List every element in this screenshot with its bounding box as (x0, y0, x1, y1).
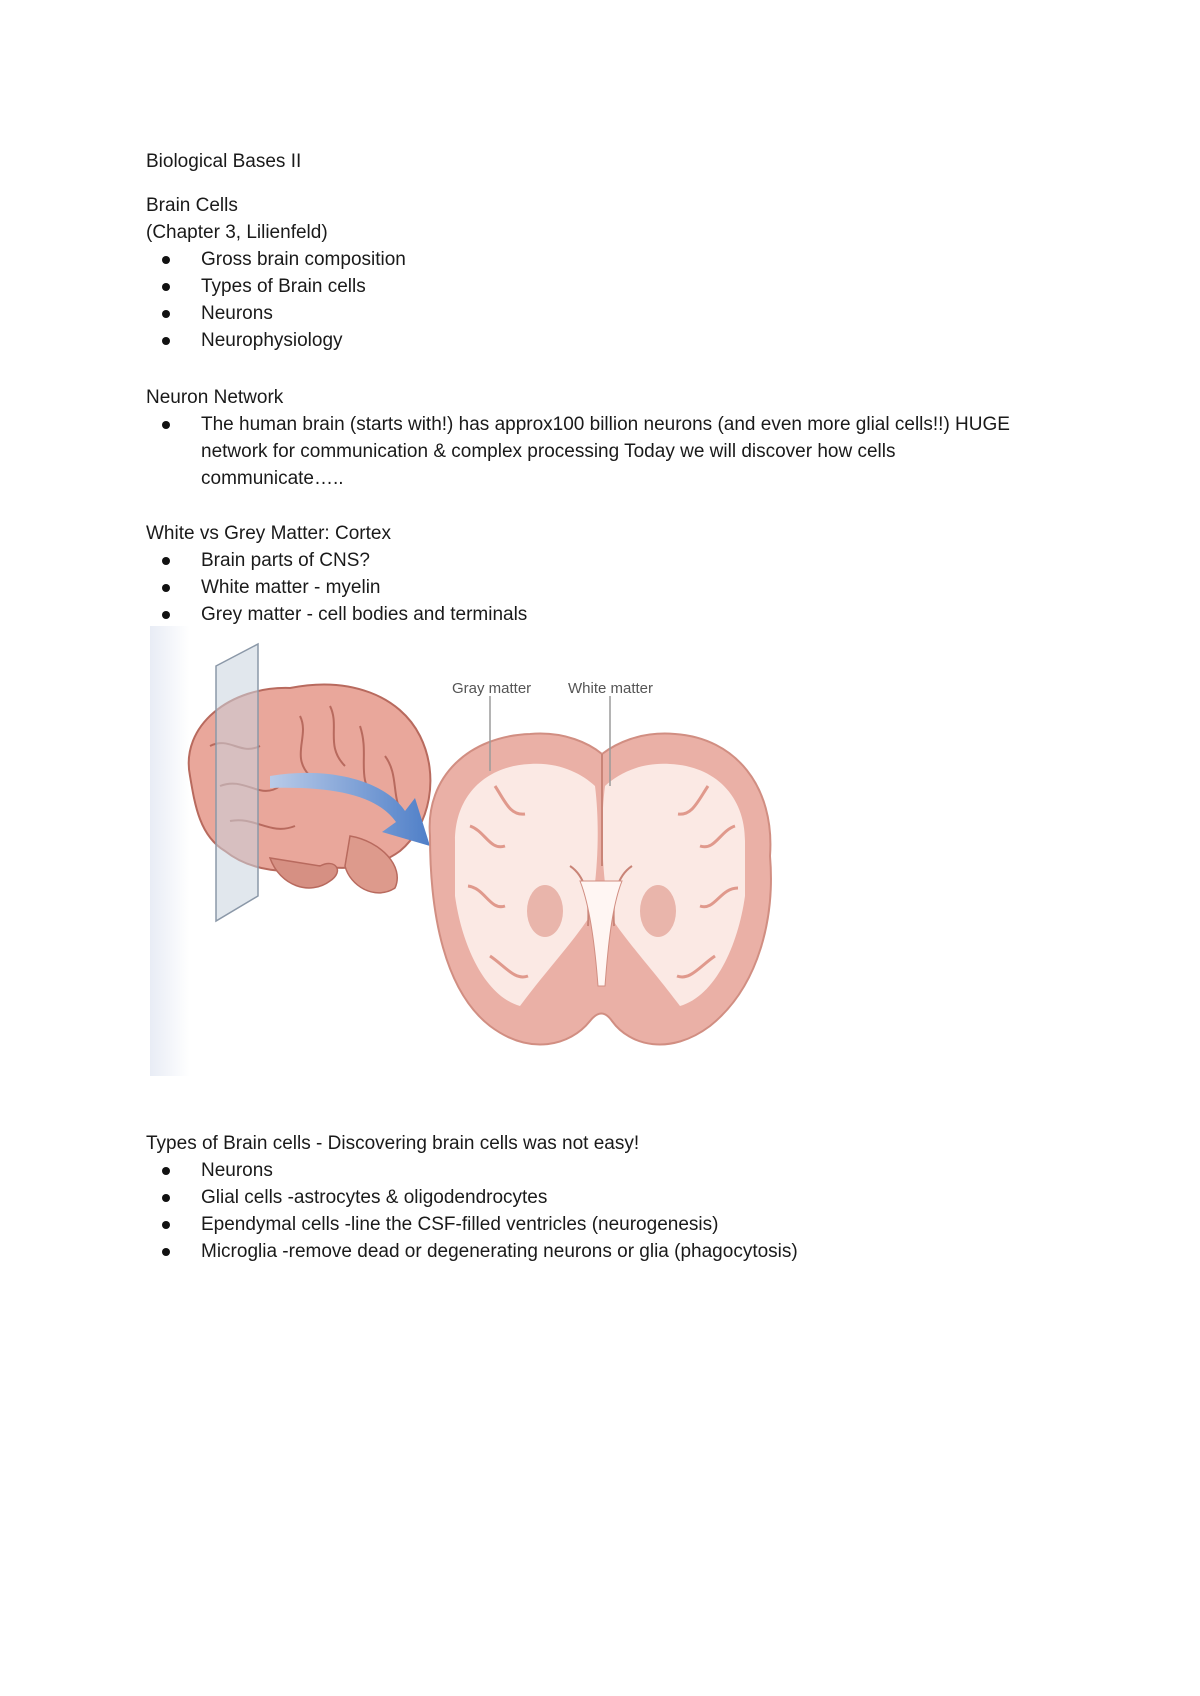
list-item: White matter - myelin (146, 574, 1066, 601)
section-brain-cells (146, 192, 1066, 354)
bullet-icon (162, 1248, 170, 1256)
bullet-icon (162, 310, 170, 318)
list-item: The human brain (starts with!) has approx100 billion neurons (and even more glial cells!!) HUGE network for communication & complex processing Today we will discover how cells communicate….. (146, 411, 1026, 492)
list-item: Neurons (146, 1157, 1066, 1184)
bullet-icon (162, 1194, 170, 1202)
bullet-icon (162, 256, 170, 264)
list-item: Types of Brain cells (146, 273, 1066, 300)
bullet-icon (162, 611, 170, 619)
section-types-of-brain-cells (146, 1130, 1066, 1265)
bullet-list (146, 411, 1026, 492)
bullet-icon (162, 1167, 170, 1175)
brain-illustration (150, 626, 810, 1076)
gray-matter-label: Gray matter (452, 680, 532, 697)
list-item: Grey matter - cell bodies and terminals (146, 601, 1066, 628)
bullet-list (146, 547, 1066, 628)
section-heading: Neuron Network (146, 387, 284, 408)
bullet-list (146, 1157, 1066, 1265)
bullet-icon (162, 584, 170, 592)
section-plane (216, 644, 258, 921)
section-heading: White vs Grey Matter: Cortex (146, 523, 391, 544)
list-item: Brain parts of CNS? (146, 547, 1066, 574)
bullet-icon (162, 557, 170, 565)
bullet-icon (162, 1221, 170, 1229)
bullet-icon (162, 421, 170, 429)
section-neuron-network (146, 384, 1066, 492)
bullet-list (146, 246, 1066, 354)
section-heading: Types of Brain cells - Discovering brain cells was not easy! (146, 1133, 640, 1154)
document-title: Biological Bases II (146, 151, 302, 172)
brain-figure (150, 626, 810, 1076)
list-item: Neurophysiology (146, 327, 1066, 354)
bullet-icon (162, 337, 170, 345)
list-item: Glial cells -astrocytes & oligodendrocytes (146, 1184, 1066, 1211)
list-item: Gross brain composition (146, 246, 1066, 273)
list-item: Neurons (146, 300, 1066, 327)
section-subheading: (Chapter 3, Lilienfeld) (146, 222, 328, 243)
list-item: Ependymal cells -line the CSF-filled ventricles (neurogenesis) (146, 1211, 1066, 1238)
white-matter-label: White matter (568, 680, 654, 697)
section-white-grey-matter (146, 520, 1066, 628)
section-heading: Brain Cells (146, 195, 238, 216)
bullet-icon (162, 283, 170, 291)
list-item: Microglia -remove dead or degenerating neurons or glia (phagocytosis) (146, 1238, 1066, 1265)
